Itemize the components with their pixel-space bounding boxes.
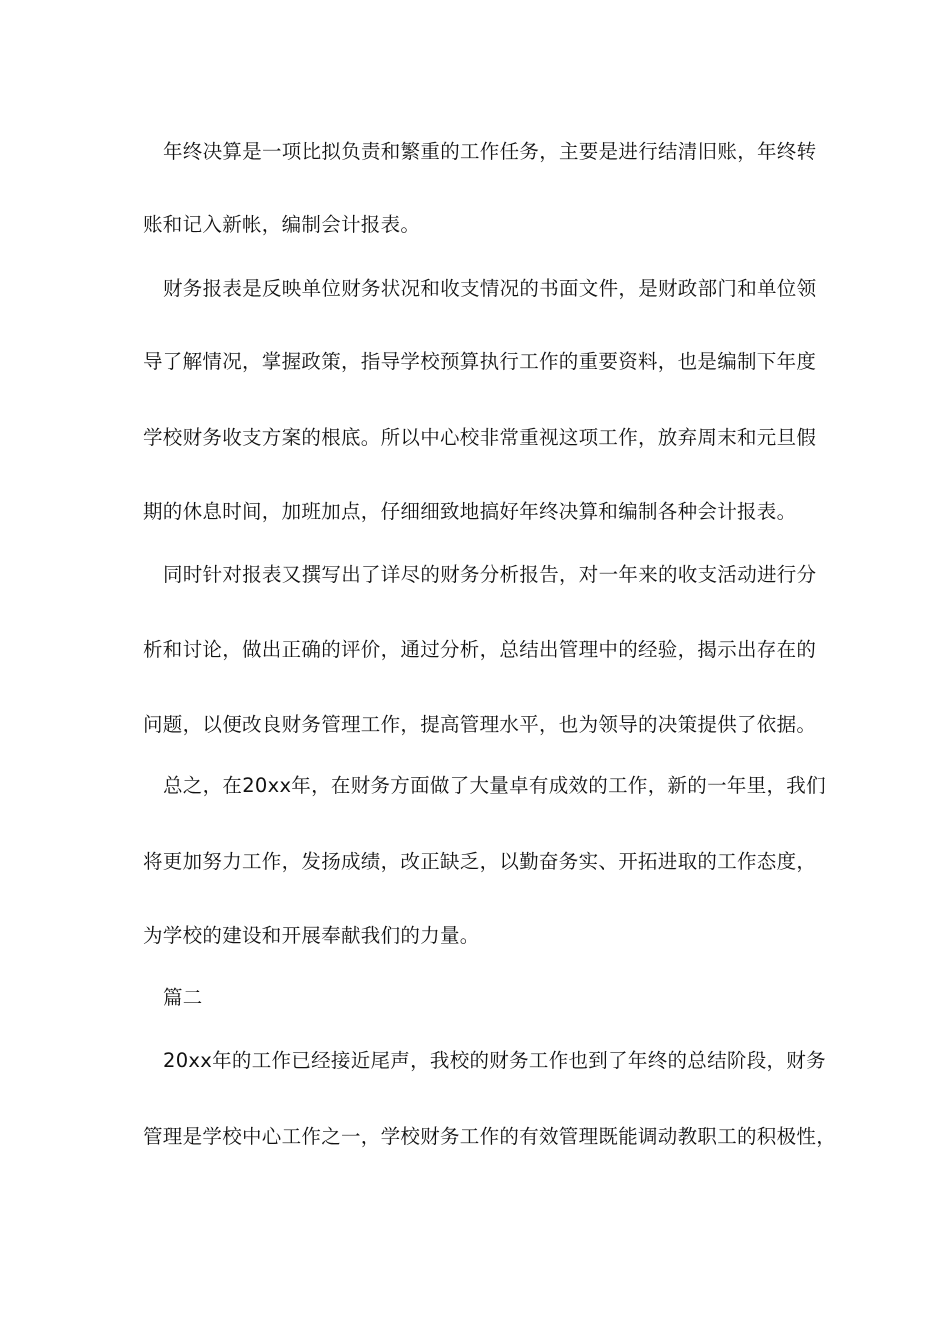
paragraph-line: 管理是学校中心工作之一，学校财务工作的有效管理既能调动教职工的积极性，	[143, 1125, 837, 1148]
paragraph-line: 问题，以便改良财务管理工作，提高管理水平，也为领导的决策提供了依据。	[143, 713, 817, 736]
paragraph-line: 将更加努力工作，发扬成绩，改正缺乏，以勤奋务实、开拓进取的工作态度，	[143, 850, 817, 873]
paragraph-line: 学校财务收支方案的根底。所以中心校非常重视这项工作，放弃周末和元旦假	[143, 426, 817, 449]
paragraph-line: 年终决算是一项比拟负责和繁重的工作任务，主要是进行结清旧账，年终转	[163, 140, 817, 163]
paragraph-line: 账和记入新帐，编制会计报表。	[143, 213, 421, 236]
section-heading: 篇二	[163, 986, 203, 1009]
paragraph-line: 20xx年的工作已经接近尾声，我校的财务工作也到了年终的总结阶段，财务	[163, 1049, 826, 1072]
paragraph-line: 总之，在20xx年，在财务方面做了大量卓有成效的工作，新的一年里，我们	[163, 774, 826, 797]
paragraph-line: 导了解情况，掌握政策，指导学校预算执行工作的重要资料，也是编制下年度	[143, 350, 817, 373]
paragraph-line: 财务报表是反映单位财务状况和收支情况的书面文件，是财政部门和单位领	[163, 277, 817, 300]
paragraph-line: 期的休息时间，加班加点，仔细细致地搞好年终决算和编制各种会计报表。	[143, 500, 797, 523]
paragraph-line: 为学校的建设和开展奉献我们的力量。	[143, 924, 480, 947]
paragraph-line: 同时针对报表又撰写出了详尽的财务分析报告，对一年来的收支活动进行分	[163, 563, 817, 586]
paragraph-line: 析和讨论，做出正确的评价，通过分析，总结出管理中的经验，揭示出存在的	[143, 638, 817, 661]
